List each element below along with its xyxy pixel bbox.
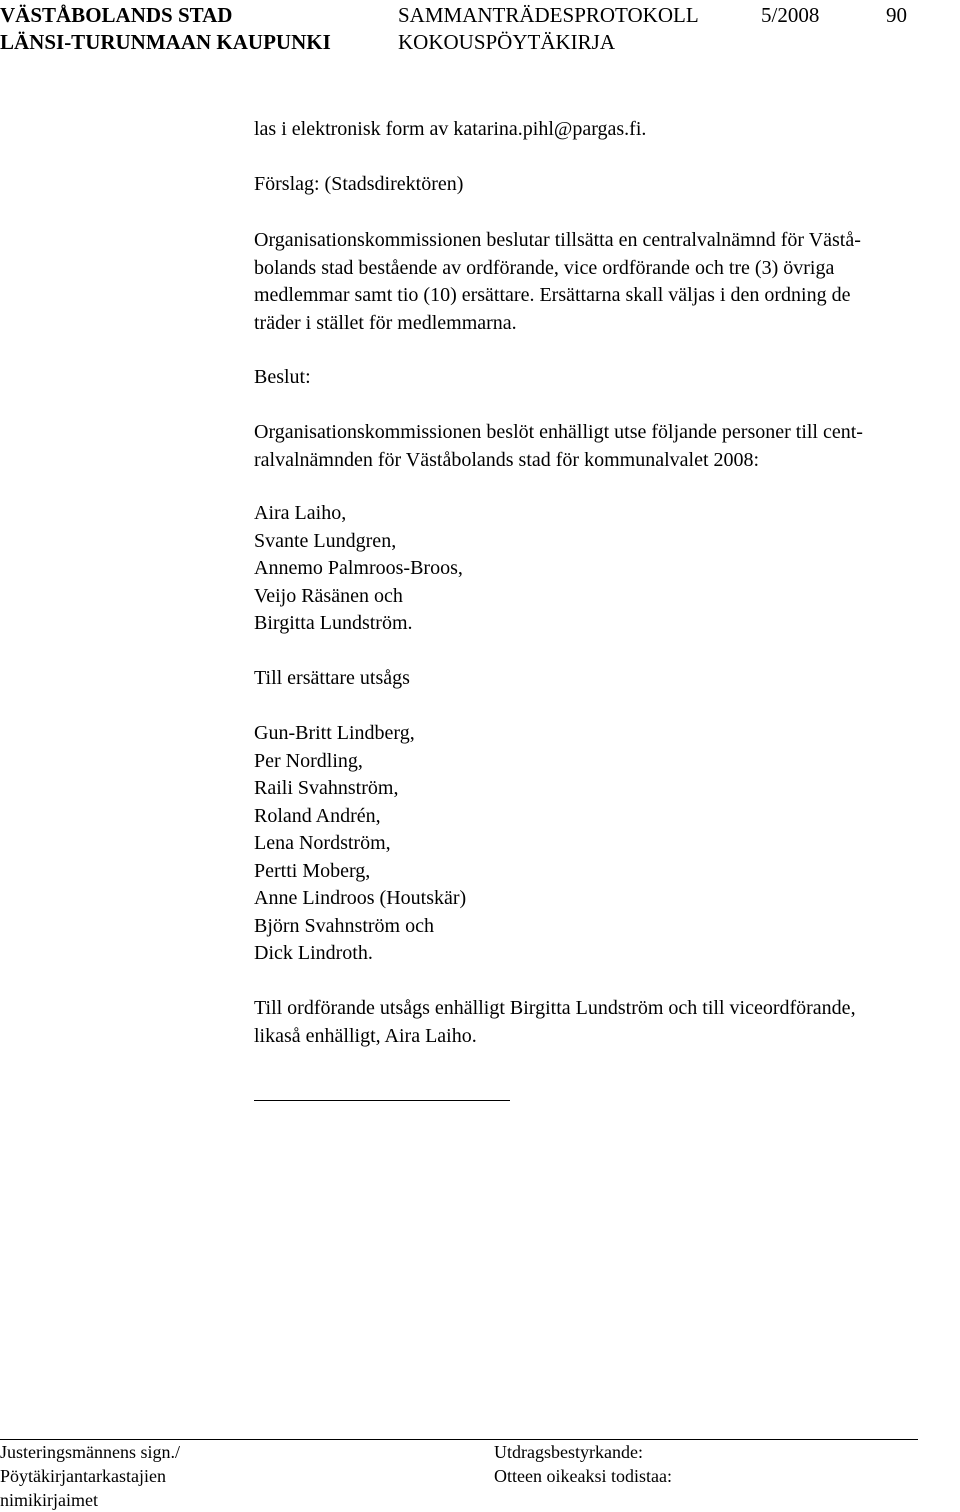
member-item: Birgitta Lundström.: [254, 612, 413, 634]
substitutes-heading: Till ersättare utsågs: [254, 667, 410, 689]
proposal-line: bolands stad bestående av ordförande, vice ordförande och tre (3) övriga: [254, 256, 835, 279]
member-item: Annemo Palmroos-Broos,: [254, 557, 463, 579]
substitute-item: Gun-Britt Lindberg,: [254, 722, 415, 744]
footer-signature-label-sv: Justeringsmännens sign./: [0, 1442, 180, 1462]
proposal-line: medlemmar samt tio (10) ersättare. Ersättarna skall väljas i den ordning de: [254, 284, 851, 306]
member-item: Svante Lundgren,: [254, 529, 397, 552]
footer-signature-label-fi: Pöytäkirjantarkastajien: [0, 1466, 166, 1486]
member-item: Aira Laiho,: [254, 502, 347, 524]
substitute-item: Dick Lindroth.: [254, 942, 373, 964]
decision-line: ralvalnämnden för Väståbolands stad för kommunalvalet 2008:: [254, 448, 760, 471]
footer-certification-sv: Utdragsbestyrkande:: [494, 1442, 643, 1462]
org-name-finnish: LÄNSI-TURUNMAAN KAUPUNKI: [0, 30, 331, 54]
chair-line: likaså enhälligt, Aira Laiho.: [254, 1024, 477, 1047]
substitutes-list: [254, 720, 954, 968]
substitute-item: Pertti Moberg,: [254, 859, 371, 882]
section-separator: [254, 1100, 510, 1101]
doc-type-finnish: KOKOUSPÖYTÄKIRJA: [398, 30, 616, 54]
substitute-item: Björn Svahnström och: [254, 914, 434, 937]
proposal-line: träder i stället för medlemmarna.: [254, 311, 517, 334]
proposal-heading: Förslag: (Stadsdirektören): [254, 173, 464, 195]
footer-signature-label-fi-2: nimikirjaimet: [0, 1490, 98, 1510]
member-item: Veijo Räsänen och: [254, 584, 403, 607]
substitute-item: Anne Lindroos (Houtskär): [254, 887, 467, 909]
decision-paragraph: [254, 419, 954, 474]
proposal-paragraph: [254, 227, 954, 337]
substitute-item: Per Nordling,: [254, 749, 363, 772]
page-number: 90: [886, 3, 907, 27]
substitute-item: Lena Nordström,: [254, 832, 391, 854]
decision-heading: Beslut:: [254, 366, 311, 388]
chair-paragraph: [254, 995, 954, 1050]
doc-type-swedish: SAMMANTRÄDESPROTOKOLL: [398, 3, 699, 27]
chair-line: Till ordförande utsågs enhälligt Birgitta Lundström och till viceordförande,: [254, 997, 856, 1019]
footer-certification-fi: Otteen oikeaksi todistaa:: [494, 1466, 672, 1486]
substitute-item: Raili Svahnström,: [254, 777, 399, 799]
intro-line: las i elektronisk form av katarina.pihl@pargas.fi.: [254, 118, 647, 140]
issue-number: 5/2008: [761, 3, 820, 27]
decision-line: Organisationskommissionen beslöt enhälligt utse följande personer till cent-: [254, 421, 863, 443]
members-list: [254, 500, 954, 638]
substitute-item: Roland Andrén,: [254, 804, 381, 827]
proposal-line: Organisationskommissionen beslutar tillsätta en centralvalnämnd för Västå-: [254, 229, 861, 251]
intro-paragraph: [254, 116, 954, 144]
org-name-swedish: VÄSTÅBOLANDS STAD: [0, 3, 233, 27]
